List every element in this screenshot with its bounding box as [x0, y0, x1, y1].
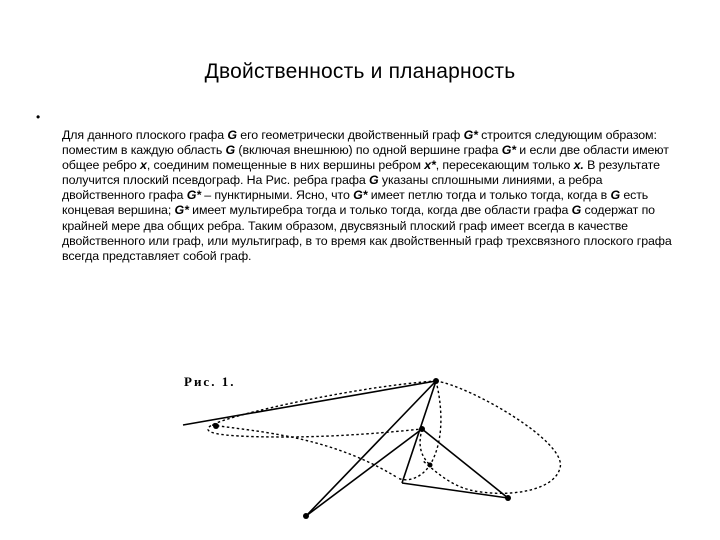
solid-edge — [306, 381, 436, 516]
body-text-segment: , пересекающим только — [435, 158, 574, 173]
vertex — [419, 426, 425, 432]
emphasis-text: G* — [501, 143, 516, 158]
dashed-edge — [422, 381, 560, 493]
body-text-segment: его геометрически двойственный граф — [236, 128, 464, 142]
emphasis-text: G — [610, 188, 620, 203]
body-text-segment: и если две области имеют общее ребро — [62, 143, 669, 173]
solid-edge — [306, 429, 422, 516]
body-text-segment: Для данного плоского графа — [62, 128, 228, 142]
body-text-segment: имеет мультиребра тогда и только тогда, когда две области графа — [188, 203, 572, 218]
body-text-segment: указаны сплошными линиями, а ребра двойственного графа — [62, 173, 603, 203]
vertices — [213, 378, 511, 519]
graph-figure — [170, 360, 590, 525]
vertex — [303, 513, 309, 519]
emphasis-text: G* — [463, 128, 478, 142]
emphasis-text: G — [368, 173, 379, 188]
solid-edge — [183, 381, 436, 425]
emphasis-text: G* — [174, 203, 189, 218]
emphasis-text: x. — [573, 158, 584, 173]
solid-edges-G — [183, 381, 508, 516]
body-text-segment: строится следующим образом: поместим в каждую область — [62, 128, 657, 158]
vertex — [213, 423, 219, 429]
body-text-segment: , соединим помещенные в них вершины ребром — [146, 158, 425, 173]
emphasis-text: G — [571, 203, 582, 218]
slide-title: Двойственность и планарность — [204, 60, 516, 83]
emphasis-text: G — [225, 143, 236, 158]
vertex — [428, 463, 433, 468]
dashed-edge — [212, 425, 398, 478]
dashed-edges-G-star — [208, 381, 561, 493]
body-text-segment: – пунктирными. Ясно, что — [200, 188, 354, 203]
body-paragraph — [62, 128, 672, 264]
vertex — [433, 378, 439, 384]
body-text-segment: имеет петлю тогда и только тогда, когда в — [367, 188, 611, 203]
body-text-segment: (включая внешнюю) по одной вершине графа — [235, 143, 502, 158]
emphasis-text: G* — [353, 188, 368, 203]
figure-caption: Рис. 1. — [184, 374, 236, 389]
vertex — [505, 495, 511, 501]
body-text-segment: В результате получится плоский псевдограф. На Рис. ребра графа — [62, 158, 660, 188]
emphasis-text: G* — [186, 188, 201, 203]
emphasis-text: G — [227, 128, 237, 142]
emphasis-text: x* — [424, 158, 436, 173]
body-text-segment: содержат по крайней мере два общих ребра. Таким образом, двусвязный плоский граф имеет всегда в качестве двойственного или граф, или мультиграф, в то время как двойственный граф трехсвязного плоского графа всегда представляет собой граф. — [62, 203, 672, 263]
body-text-segment: есть концевая вершина; — [62, 188, 649, 218]
bullet-marker: • — [36, 110, 41, 124]
emphasis-text: x — [140, 158, 147, 173]
